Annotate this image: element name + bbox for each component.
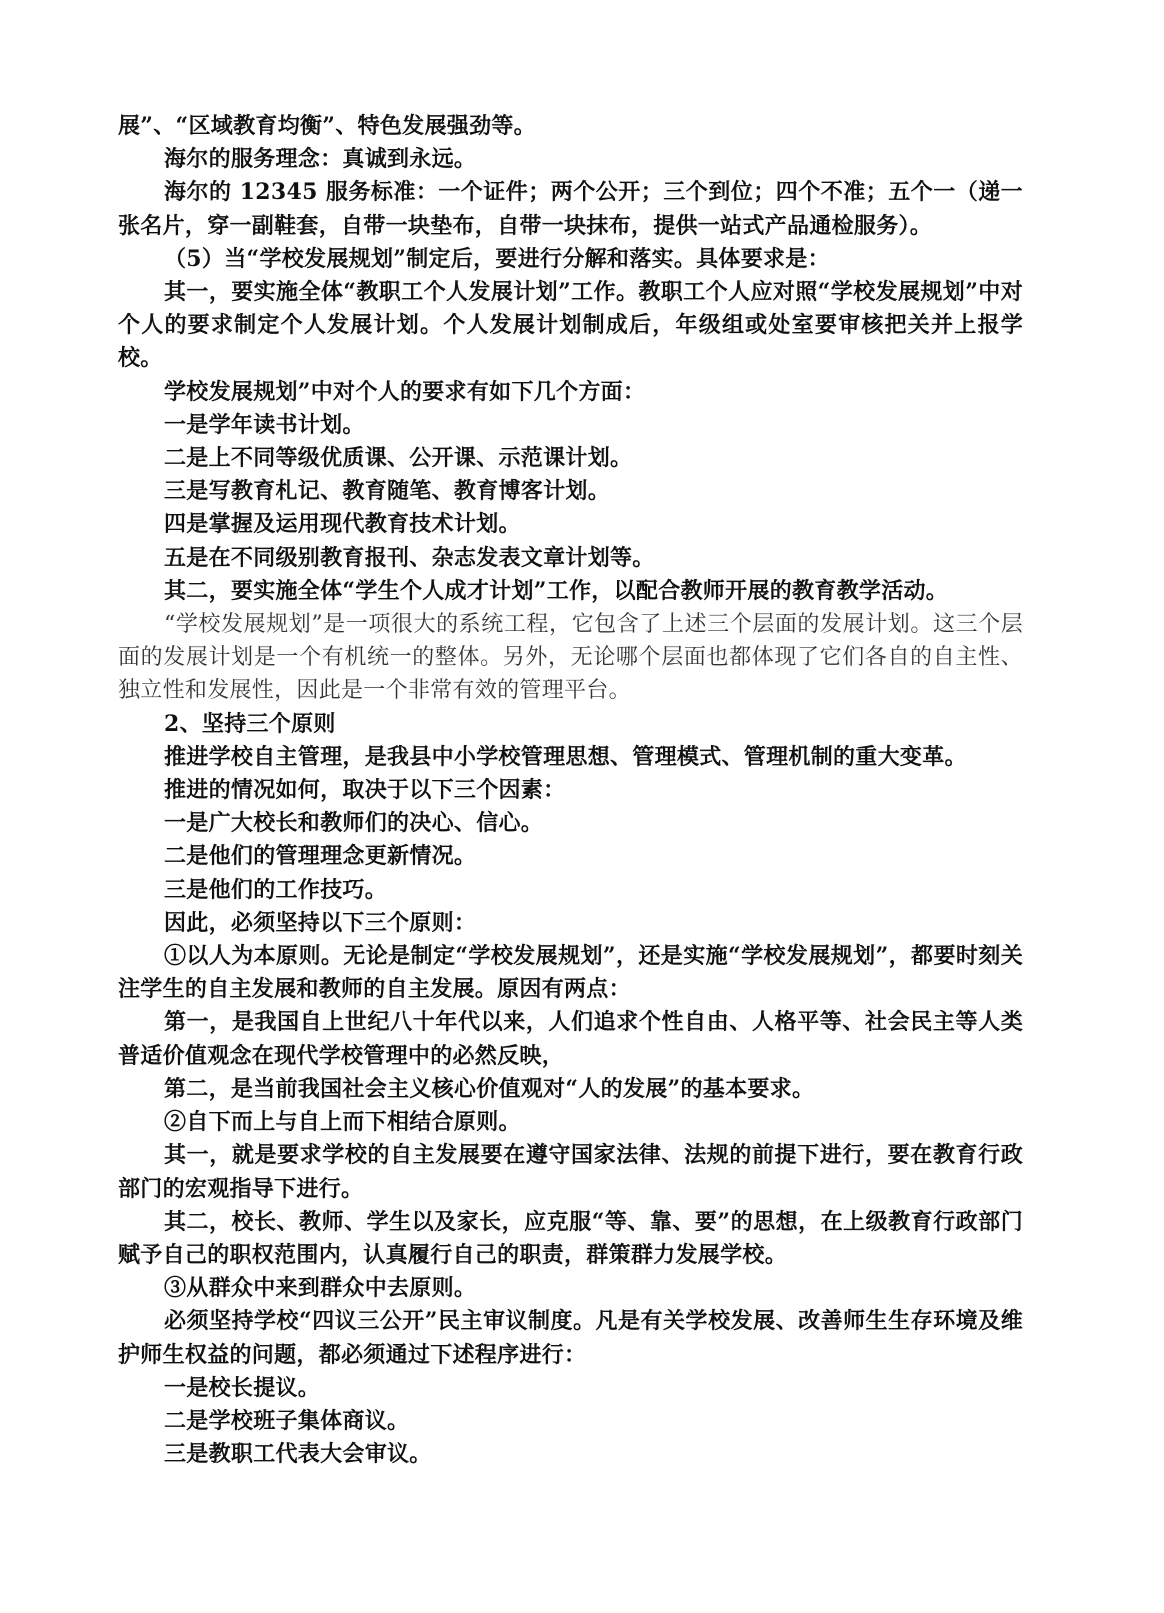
paragraph: “学校发展规划”是一项很大的系统工程，它包含了上述三个层面的发展计划。这三个层面的发展计划是一个有机统一的整体。另外，无论哪个层面也都体现了它们各自的自主性、独立性和发展性，因此是一个非常有效的管理平台。 bbox=[118, 612, 1023, 704]
paragraph: （5）当“学校发展规划”制定后，要进行分解和落实。具体要求是： bbox=[164, 245, 830, 272]
principle-paragraph: ③从群众中来到群众中去原则。 bbox=[164, 1275, 477, 1302]
paragraph: 海尔的服务理念：真诚到永远。 bbox=[164, 146, 477, 173]
list-item: 三是他们的工作技巧。 bbox=[164, 876, 388, 903]
paragraph: 其一，要实施全体“教职工个人发展计划”工作。教职工个人应对照“学校发展规划”中对个人的要求制定个人发展计划。个人发展计划制成后，年级组或处室要审核把关并上报学校。 bbox=[118, 279, 1023, 372]
list-item: 三是写教育札记、教育随笔、教育博客计划。 bbox=[164, 478, 611, 505]
principle-paragraph: ①以人为本原则。无论是制定“学校发展规划”，还是实施“学校发展规划”，都要时刻关注学生的自主发展和教师的自主发展。原因有两点： bbox=[118, 943, 1023, 1003]
section-heading: 2、坚持三个原则 bbox=[164, 710, 336, 737]
paragraph: 必须坚持学校“四议三公开”民主审议制度。凡是有关学校发展、改善师生生存环境及维护师生权益的问题，都必须通过下述程序进行： bbox=[118, 1308, 1023, 1368]
list-item: 二是学校班子集体商议。 bbox=[164, 1407, 410, 1434]
list-item: 一是学年读书计划。 bbox=[164, 411, 365, 438]
paragraph: 海尔的 12345 服务标准：一个证件；两个公开；三个到位；四个不准；五个一（递一张名片，穿一副鞋套，自带一块垫布，自带一块抹布，提供一站式产品通检服务）。 bbox=[118, 179, 1023, 239]
principle-paragraph: ②自下而上与自上而下相结合原则。 bbox=[164, 1109, 521, 1136]
paragraph: 第二，是当前我国社会主义核心价值观对“人的发展”的基本要求。 bbox=[164, 1075, 815, 1102]
paragraph: 推进的情况如何，取决于以下三个因素： bbox=[164, 777, 566, 804]
list-item: 五是在不同级别教育报刊、杂志发表文章计划等。 bbox=[164, 544, 655, 571]
list-item: 二是上不同等级优质课、公开课、示范课计划。 bbox=[164, 445, 633, 472]
paragraph: 因此，必须坚持以下三个原则： bbox=[164, 909, 477, 936]
list-item: 一是广大校长和教师们的决心、信心。 bbox=[164, 810, 544, 837]
list-item: 一是校长提议。 bbox=[164, 1374, 321, 1401]
paragraph: 其一，就是要求学校的自主发展要在遵守国家法律、法规的前提下进行，要在教育行政部门的宏观指导下进行。 bbox=[118, 1142, 1023, 1202]
paragraph: 推进学校自主管理，是我县中小学校管理思想、管理模式、管理机制的重大变革。 bbox=[164, 743, 967, 770]
list-item: 三是教职工代表大会审议。 bbox=[164, 1441, 432, 1468]
document-body bbox=[118, 110, 1023, 1471]
paragraph: 其二，要实施全体“学生个人成才计划”工作，以配合教师开展的教育教学活动。 bbox=[164, 577, 949, 604]
list-item: 四是掌握及运用现代教育技术计划。 bbox=[164, 511, 521, 538]
paragraph: 其二，校长、教师、学生以及家长，应克服“等、靠、要”的思想，在上级教育行政部门赋予自己的职权范围内，认真履行自己的职责，群策群力发展学校。 bbox=[118, 1208, 1023, 1268]
list-item: 二是他们的管理理念更新情况。 bbox=[164, 843, 477, 870]
paragraph: 第一，是我国自上世纪八十年代以来，人们追求个性自由、人格平等、社会民主等人类普适价值观念在现代学校管理中的必然反映， bbox=[118, 1009, 1023, 1069]
paragraph: 展”、“区域教育均衡”、特色发展强劲等。 bbox=[118, 113, 536, 139]
paragraph: 学校发展规划”中对个人的要求有如下几个方面： bbox=[164, 378, 646, 405]
